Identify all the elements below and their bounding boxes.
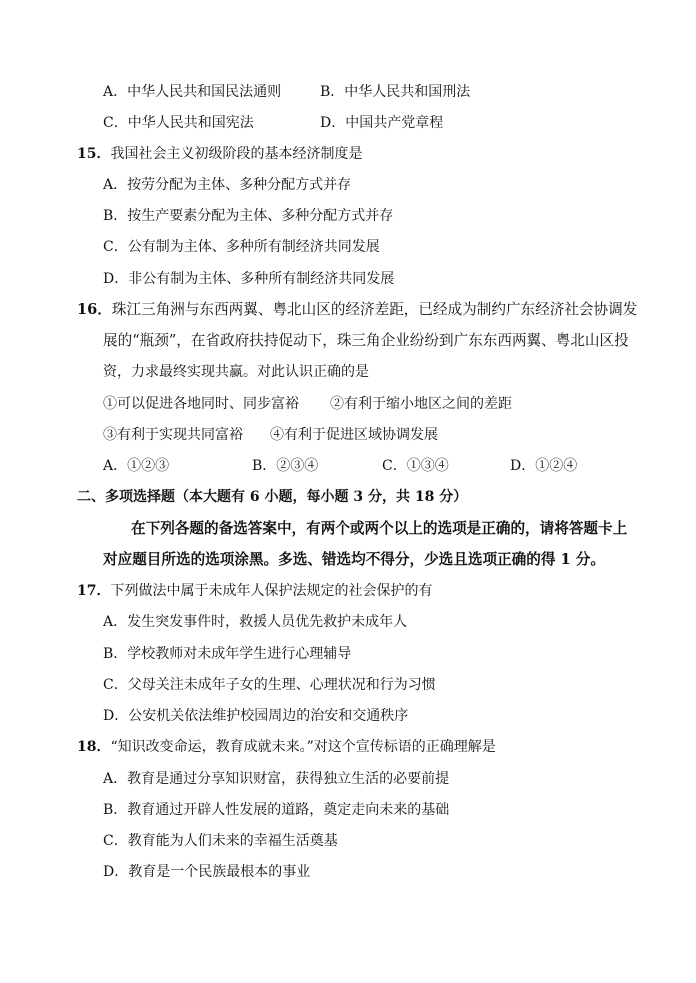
- q16-text-line-1: 珠江三角洲与东西两翼、粤北山区的经济差距，已经成为制约广东经济社会协调发: [111, 301, 638, 318]
- q15-option-a: A．按劳分配为主体、多种分配方式并存: [103, 177, 352, 193]
- q14-option-c: C．中华人民共和国宪法: [103, 115, 254, 131]
- q15-text: 我国社会主义初级阶段的基本经济制度是: [110, 146, 363, 162]
- q16-number: 16．: [77, 301, 112, 318]
- q15-option-d: D．非公有制为主体、多种所有制经济共同发展: [103, 271, 395, 287]
- q17-stem: [77, 582, 432, 600]
- q17-option-d: D．公安机关依法维护校园周边的治安和交通秩序: [103, 708, 409, 724]
- q14-option-b: B．中华人民共和国刑法: [320, 84, 471, 100]
- section-2-instructions-line-2: 对应题目所选的选项涂黑。多选、错选均不得分，少选且选项正确的得 1 分。: [103, 551, 605, 568]
- q15-option-c: C．公有制为主体、多种所有制经济共同发展: [103, 239, 380, 255]
- q16-statement-2: ②有利于缩小地区之间的差距: [330, 396, 512, 412]
- q14-option-d: D．中国共产党章程: [320, 115, 444, 131]
- q16-stem-line-1: [77, 301, 637, 319]
- q16-statement-4: ④有利于促进区域协调发展: [270, 427, 438, 443]
- q17-option-c: C．父母关注未成年子女的生理、心理状况和行为习惯: [103, 677, 436, 693]
- q18-option-c: C．教育能为人们未来的幸福生活奠基: [103, 833, 338, 849]
- q15-option-b: B．按生产要素分配为主体、多种分配方式并存: [103, 208, 394, 224]
- q16-text-line-2: 展的“瓶颈”，在省政府扶持促动下，珠三角企业纷纷到广东东西两翼、粤北山区投: [103, 332, 629, 349]
- q17-option-a: A．发生突发事件时，救援人员优先救护未成年人: [103, 614, 408, 630]
- q18-option-d: D．教育是一个民族最根本的事业: [103, 864, 311, 880]
- q16-option-c: C．①③④: [382, 458, 449, 474]
- section-2-heading: 二、多项选择题（本大题有 6 小题，每小题 3 分，共 18 分）: [77, 489, 468, 505]
- q17-option-b: B．学校教师对未成年学生进行心理辅导: [103, 646, 352, 662]
- q18-option-b: B．教育通过开辟人性发展的道路，奠定走向未来的基础: [103, 802, 450, 818]
- q16-statement-1: ①可以促进各地同时、同步富裕: [103, 396, 299, 412]
- q18-option-a: A．教育是通过分享知识财富，获得独立生活的必要前提: [103, 771, 450, 787]
- q16-option-b: B．②③④: [252, 458, 319, 474]
- q15-number: 15．: [77, 146, 111, 162]
- q17-number: 17．: [77, 583, 111, 599]
- q16-text-line-3: 资，力求最终实现共赢。对此认识正确的是: [103, 364, 369, 380]
- q18-number: 18．: [77, 739, 111, 755]
- q14-option-a: A．中华人民共和国民法通则: [103, 84, 282, 100]
- q15-stem: [77, 145, 362, 163]
- q18-text: “知识改变命运，教育成就未来。”对这个宣传标语的正确理解是: [110, 739, 496, 755]
- q16-option-d: D．①②④: [510, 458, 578, 474]
- q16-option-a: A．①②③: [103, 458, 170, 474]
- q16-statement-3: ③有利于实现共同富裕: [103, 427, 243, 443]
- section-2-instructions-line-1: 在下列各题的备选答案中，有两个或两个以上的选项是正确的，请将答题卡上: [131, 520, 628, 537]
- q17-text: 下列做法中属于未成年人保护法规定的社会保护的有: [110, 583, 433, 599]
- q18-stem: [77, 738, 496, 756]
